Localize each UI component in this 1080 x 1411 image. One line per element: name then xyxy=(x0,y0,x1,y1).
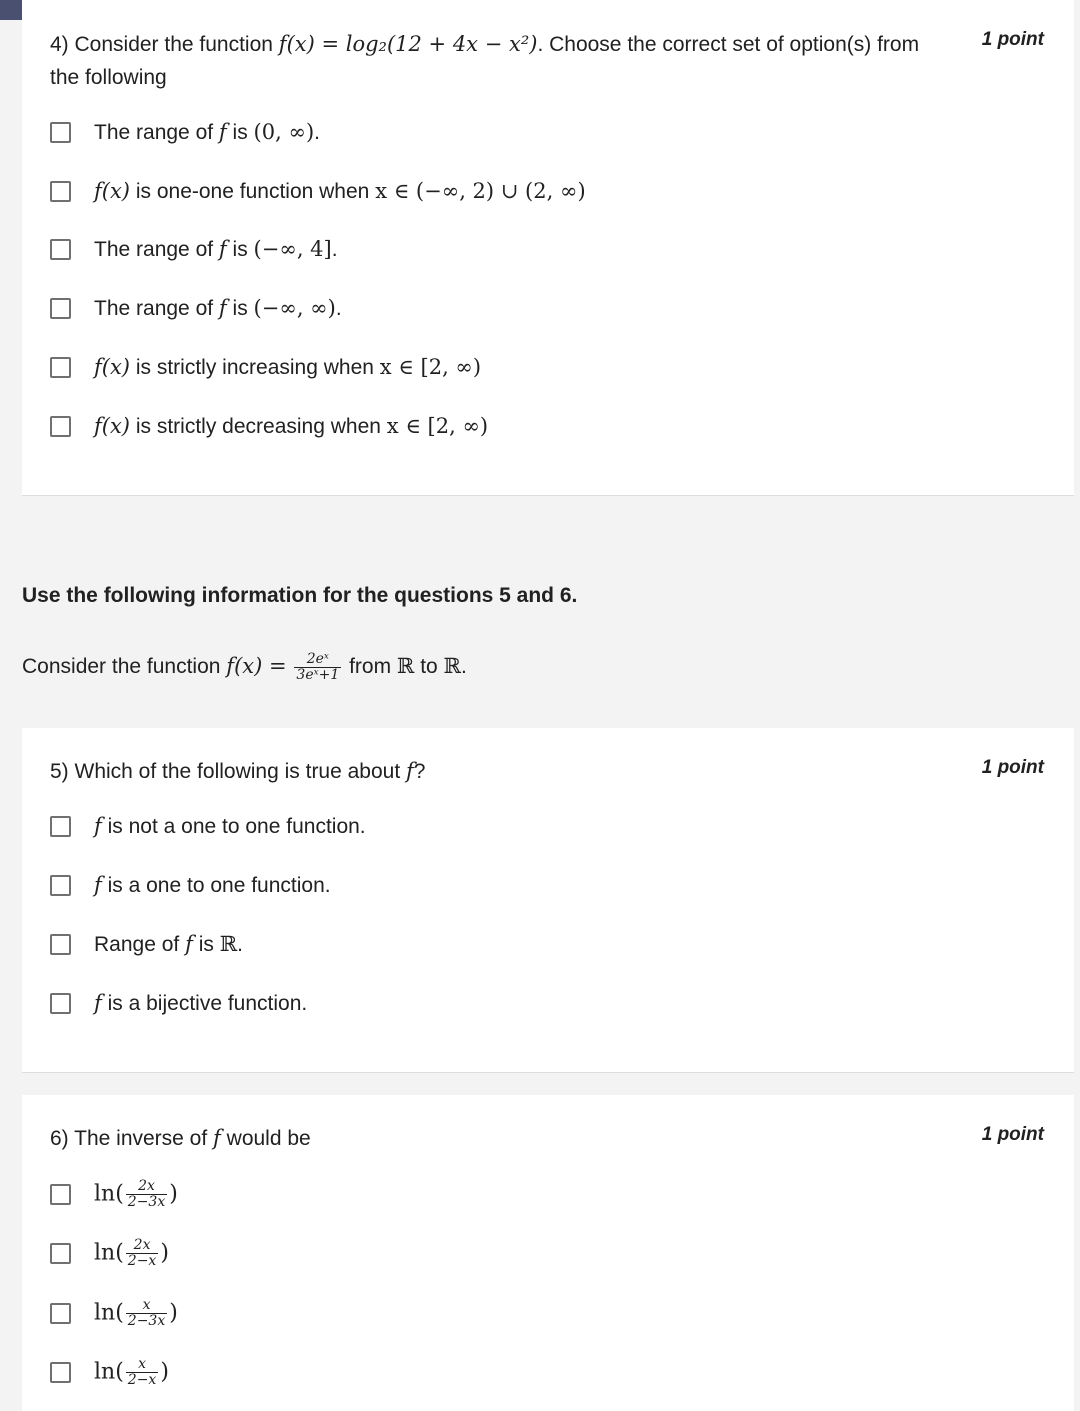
question-6-card xyxy=(22,1095,1074,1411)
checkbox[interactable] xyxy=(50,122,71,143)
q4-option-1[interactable] xyxy=(50,112,320,152)
section-info: Consider the function f(x) = $\frac{\text{2eˣ}}{\text{3eˣ+1}}$ from ℝ to ℝ. xyxy=(22,650,467,683)
q5-option-3[interactable] xyxy=(50,924,243,964)
checkbox[interactable] xyxy=(50,298,71,319)
option-label: The range of f is (0, ∞). xyxy=(94,119,320,144)
question-6-points: 1 point xyxy=(981,1124,1044,1145)
q4-option-5[interactable] xyxy=(50,347,481,387)
checkbox[interactable] xyxy=(50,1184,71,1205)
checkbox[interactable] xyxy=(50,1303,71,1324)
q5-option-2[interactable] xyxy=(50,865,331,905)
option-label: Range of f is ℝ. xyxy=(94,931,243,956)
option-label: f is not a one to one function. xyxy=(94,813,366,838)
checkbox[interactable] xyxy=(50,875,71,896)
q4-option-6[interactable] xyxy=(50,406,488,446)
section-title: Use the following information for the questions 5 and 6. xyxy=(22,584,578,607)
option-label: ln( $\frac{x}{2-x}$ ) xyxy=(94,1355,169,1388)
checkbox[interactable] xyxy=(50,934,71,955)
info-fraction: $\frac{\text{2eˣ}}{\text{3eˣ+1}}$ xyxy=(296,650,340,683)
option-label: The range of f is (−∞, 4]. xyxy=(94,236,338,261)
question-4-card xyxy=(22,0,1074,496)
checkbox[interactable] xyxy=(50,181,71,202)
q4-option-3[interactable] xyxy=(50,229,338,269)
option-label: ln( $\frac{x}{2-3x}$ ) xyxy=(94,1296,178,1329)
checkbox[interactable] xyxy=(50,357,71,378)
q5-option-4[interactable] xyxy=(50,983,307,1023)
checkbox[interactable] xyxy=(50,1362,71,1383)
q6-option-1[interactable] xyxy=(50,1174,178,1214)
option-label: ln( $\frac{2x}{2-3x}$ ) xyxy=(94,1177,178,1210)
checkbox[interactable] xyxy=(50,1243,71,1264)
q6-option-4[interactable] xyxy=(50,1352,169,1392)
checkbox[interactable] xyxy=(50,816,71,837)
question-6-text: 6) The inverse of f would be xyxy=(50,1126,311,1150)
q6-option-2[interactable] xyxy=(50,1233,169,1273)
option-label: f(x) is strictly increasing when x ∈ [2, ∞) xyxy=(94,354,482,379)
checkbox[interactable] xyxy=(50,993,71,1014)
option-label: ln( $\frac{2x}{2-x}$ ) xyxy=(94,1236,169,1269)
option-label: f(x) is strictly decreasing when x ∈ [2, ∞) xyxy=(94,413,489,438)
q5-option-1[interactable] xyxy=(50,806,366,846)
option-label: f(x) is one-one function when x ∈ (−∞, 2) ∪ (2, ∞) xyxy=(94,178,586,203)
question-4-text: 4) Consider the function f(x) = log₂(12 + 4x − x²). Choose the correct set of option(s) from the following xyxy=(50,32,920,89)
question-4-points: 1 point xyxy=(981,29,1044,50)
q6-option-3[interactable] xyxy=(50,1293,178,1333)
question-5-text: 5) Which of the following is true about f? xyxy=(50,759,426,783)
checkbox[interactable] xyxy=(50,239,71,260)
question-5-card xyxy=(22,728,1074,1073)
option-label: f is a one to one function. xyxy=(94,872,331,897)
option-label: f is a bijective function. xyxy=(94,990,308,1015)
q4-option-4[interactable] xyxy=(50,288,342,328)
q4-option-2[interactable] xyxy=(50,171,586,211)
checkbox[interactable] xyxy=(50,416,71,437)
option-label: The range of f is (−∞, ∞). xyxy=(94,295,342,320)
question-5-points: 1 point xyxy=(981,757,1044,778)
